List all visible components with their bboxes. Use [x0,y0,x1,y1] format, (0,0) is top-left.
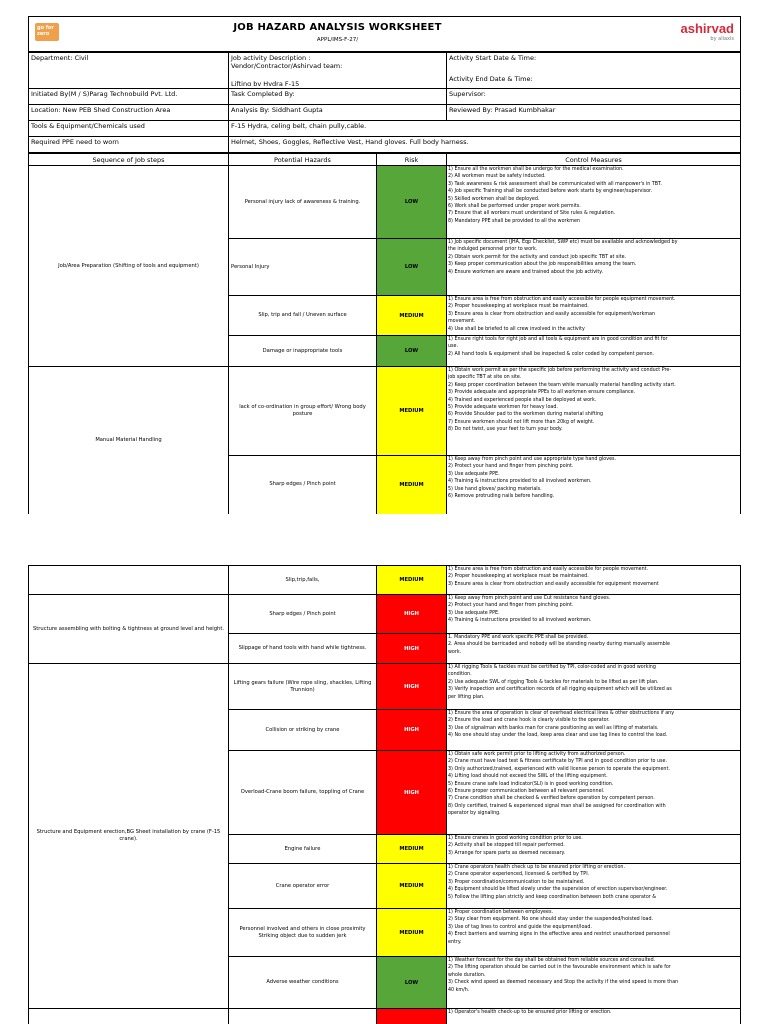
control-line: 3) Use adequate PPE. [448,471,500,477]
control-measures [447,456,741,514]
tools-label: Tools & Equipment/Chemicals used [29,121,229,137]
control-line: 2) Proper housekeeping at workplace must be maintained. [448,304,589,310]
control-line: 3) Provide adequate and appropriate PPEs to all workmen ensure compliance. [448,390,636,396]
control-line: 1) Ensure area is free from obstruction and easily accessible for people equipment movement. [448,297,676,302]
hazard: Lifting gears failure (Wire rope sling, shackles, Lifting Trunnion) [229,664,377,710]
risk-badge: MEDIUM [377,864,447,909]
worksheet-page-1 [28,16,740,514]
table-row [29,595,741,634]
control-line: 2) Ensure the load and crane hook is clearly visible to the operator. [448,718,610,724]
control-line: 4) Ensure workmen are aware and trained about the job activity. [448,269,603,275]
control-line: 5) Use hand gloves/ packing materials. [448,486,542,492]
risk-badge [377,1009,447,1024]
control-line: 5) Skilled workmen shall be deployed. [448,196,540,202]
control-line: 1) Ensure area is free from obstruction and easily accessible for people movement. [448,567,649,572]
activity-end: Activity End Date & Time: [449,75,533,83]
job-value: Lifting by Hydra F-15 [231,80,300,86]
hazard: Personal injury lack of awareness & training. [229,166,377,239]
risk-badge: HIGH [377,595,447,634]
control-line: 2) The lifting operation should be carried out in the favourable environment which is safe for [448,965,671,971]
control-line: 2) Crane must have load test & fitness certificate by TPI and in good condition prior to use. [448,759,668,765]
risk-badge: HIGH [377,634,447,664]
control-line: 3) Use of signalman with banks man for crane positioning as well as lifting of materials. [448,725,659,731]
control-line: 1) All rigging Tools & tackles must be certified by TPI, color-coded and in good working [448,665,656,670]
location: Location: New PEB Shed Construction Area [29,105,229,121]
task-completed-by: Task Completed By: [229,89,447,105]
title-cell [229,17,447,52]
control-line: condition. [448,672,472,678]
control-line: 8) Only certified, trained & experienced signal man shall be assigned for coordination with [448,803,666,809]
hazard: lack of co-ordination in group effort/ Wrong body posture [229,367,377,456]
control-line: 2) Protect your hand and finger from pinching point. [448,603,574,609]
col-sequence: Sequence of Job steps [29,154,229,166]
control-line: 2) Activity shall be stopped till repair performed. [448,843,565,849]
control-line: 2) Keep proper coordination between the team while manually material handling activity start. [448,382,676,388]
control-line: 2) Proper housekeeping at workplace must be maintained. [448,574,589,580]
control-measures [447,664,741,710]
table-row [29,166,741,239]
control-line: 4) Training & instructions provided to all involved workmen. [448,479,592,485]
control-line: 1) Keep away from pinch point and use Cut resistance hand gloves. [448,596,611,601]
control-line: 2. Area should be barricaded and nobody will be standing nearby during manually assemble [448,642,671,648]
hazard-table-2 [28,565,741,1024]
hazard: Overload-Crane boom failure, toppling of Crane [229,751,377,835]
control-line: whole duration. [448,972,486,978]
control-measures [447,166,741,239]
control-line: 5) Follow the lifting plan strictly and keep coordination between both crane operator & [448,894,657,900]
risk-badge: MEDIUM [377,367,447,456]
job-step-continued [29,566,229,595]
control-line: per lifting plan. [448,694,485,700]
control-measures [447,710,741,751]
control-line: the indulged personnel prior to work. [448,247,538,253]
control-measures [447,239,741,296]
page-title: JOB HAZARD ANALYSIS WORKSHEET [233,22,442,33]
control-line: 4) Erect barriers and warning signs in the effective area and restrict unauthorized personnel [448,932,670,938]
worksheet-page-2 [28,565,740,1024]
control-line: 7) Crane condition shall be checked & verified before operation by competent person. [448,796,655,802]
tools-value: F-15 Hydra, celing belt, chain pully,cable. [229,121,741,137]
job-step: Structure assembling with bolting & tightness at ground level and height. [29,595,229,664]
control-line: 6) Ensure proper communication between all relevant personnel. [448,789,605,795]
control-line: 4) No one should stay under the load, keep area clear and use tag lines to control the load. [448,733,668,739]
zero-badge: go for zero [35,23,59,41]
control-line: 2) Obtain work permit for the activity and conduct job specific TBT at site. [448,254,627,260]
risk-badge: MEDIUM [377,456,447,514]
activity-start: Activity Start Date & Time: [449,54,537,62]
hazard: Sharp edges / Pinch point [229,456,377,514]
control-line: 3) Keep proper communication about the job responsibilities among the team. [448,262,637,268]
table-row [29,566,741,595]
risk-badge: LOW [377,166,447,239]
control-line: 4) Training & instructions provided to all involved workmen. [448,618,592,624]
control-line: 2) Stay clear from equipment. No one should stay under the suspended/hoisted load. [448,917,654,923]
hazard: Collision or striking by crane [229,710,377,751]
control-measures [447,909,741,957]
control-line: 1) Ensure all the workmen shall be undergo for the medical examination. [448,167,624,172]
control-measures [447,634,741,664]
control-measures [447,566,741,595]
activity-dates-cell [447,53,741,89]
col-control: Control Measures [447,154,741,166]
control-line: 6) Remove protruding nails before handling. [448,494,555,500]
risk-badge: HIGH [377,710,447,751]
control-line: 1) Ensure right tools for right job and all tools & equipment are in good condition and fit for [448,337,668,342]
control-measures [447,595,741,634]
control-measures [447,367,741,456]
hazard: Sharp edges / Pinch point [229,595,377,634]
go-for-zero-logo [29,17,229,52]
table-row [29,1009,741,1024]
control-line: 1) Proper coordination between employees. [448,910,553,915]
control-line: 5) Provide adequate workmen for heavy load. [448,405,558,411]
risk-badge: MEDIUM [377,835,447,864]
control-line: 1. Mandatory PPE and work specific PPE shall be provided. [448,635,589,640]
hazard-table-1 [28,153,741,514]
control-line: 4) Trained and experienced people shall be deployed at work. [448,397,597,403]
control-measures [447,1009,741,1024]
risk-badge: HIGH [377,664,447,710]
department: Department: Civil [29,53,229,89]
job-step: Job/Area Preparation (Shifting of tools and equipment) [29,166,229,367]
table-row [29,664,741,710]
ppe-label: Required PPE need to worn [29,137,229,153]
control-line: 1) Keep away from pinch point and use appropriate type hand gloves. [448,457,617,462]
job-step: Structure and Equipment erection,BG Sheet installation by crane (F-15 crane). [29,664,229,1009]
control-line: 2) Crane operator experienced, licensed & certified by TPI. [448,872,590,878]
initiated-by: Initiated By(M / S)Parag Technobuild Pvt. Ltd. [29,89,229,105]
risk-badge: LOW [377,239,447,296]
control-line: entry. [448,939,462,945]
control-line: operator by signaling. [448,811,501,817]
control-line: 2) Protect your hand and finger from pinching point. [448,464,574,470]
control-measures [447,336,741,367]
jha-header-table [28,16,741,52]
job-activity-label: Job activity Description : [231,54,311,62]
control-line: 2) All workmen must be safety inducted. [448,174,546,180]
hazard: Personal Injury [229,239,377,296]
table-row [29,367,741,456]
doc-code: APPL/IMS-F-27/ [316,37,359,43]
hazard: Crane operator error [229,864,377,909]
reviewed-by: Reviewed By: Prasad Kumbhakar [447,105,741,121]
control-line: 4) Equipment should be lifted slowly under the supervision of erection supervisor/engineer. [448,887,668,893]
job-step-next [29,1009,229,1024]
hazard: Damage or inappropriate tools [229,336,377,367]
control-line: 2) All hand tools & equipment shall be inspected & color coded by competent person. [448,351,655,357]
control-line: 1) Crane operators health check up to be ensured prior lifting or erection. [448,865,625,870]
analysis-by: Analysis By: Siddhant Gupta [229,105,447,121]
control-line: 8) Mandatory PPE shall be provided to all the workmen [448,218,580,224]
control-measures [447,957,741,1009]
control-line: 4) Job specific Training shall be conducted before work starts by engineer/supervisor. [448,189,653,195]
control-line: 4) Lifting load should not exceed the SWL of the lifting equipment. [448,774,608,780]
control-line: 4) Use shall be briefed to all crew involved in the activity [448,326,585,332]
hazard: Engine failure [229,835,377,864]
ashirvad-logo [447,17,741,52]
risk-badge: MEDIUM [377,566,447,595]
control-line: 1) Operator's health check-up to be ensured prior lifting or erection. [448,1010,612,1015]
brand-sub: by aliaxis [710,36,734,42]
control-line: 3) Task awareness & risk assessment shall be communicated with all manpower's in TBT. [448,181,662,187]
control-line: 1) Ensure the area of operation is clear of overhead electrical lines & other obstructions if any [448,711,675,716]
ppe-value: Helmet, Shoes, Goggles, Reflective Vest, Hand gloves. Full body harness. [229,137,741,153]
control-line: 1) Ensure cranes in good working condition prior to use. [448,836,583,841]
control-line: 2) Use adequate SWL of rigging Tools & tackles for materials to be lifted as per lift plan. [448,679,659,685]
hazard: Slippage of hand tools with hand while tightness. [229,634,377,664]
control-line: 3) Only authorized,trained, experienced with valid license person to operate the equipment. [448,766,670,772]
control-line: 1) Weather forecast for the day shall be obtained from reliable sources and consulted. [448,958,656,963]
supervisor: Supervisor: [447,89,741,105]
control-line: 3) Check wind speed as deemed necessary and Stop the activity if the wind speed is more than [448,980,679,986]
control-measures [447,751,741,835]
risk-badge: LOW [377,957,447,1009]
vendor-label: Vendor/Contractor/Ashirvad team: [231,62,343,70]
control-measures [447,835,741,864]
risk-badge: MEDIUM [377,909,447,957]
risk-badge: MEDIUM [377,296,447,336]
job-step: Manual Material Handling [29,367,229,514]
hazard: Adverse weather conditions [229,957,377,1009]
control-line: 6) Work shall be performed under proper work permits. [448,204,581,210]
control-measures [447,296,741,336]
control-line: job specific TBT at site on site. [448,375,522,381]
control-measures [447,864,741,909]
col-risk: Risk [377,154,447,166]
control-line: 6) Provide Shoulder pad to the workmen during material shifting [448,412,604,418]
risk-badge: HIGH [377,751,447,835]
job-info-table [28,52,741,153]
job-description-cell [229,53,447,89]
control-line: 3) Use adequate PPE. [448,610,500,616]
risk-badge: LOW [377,336,447,367]
control-line: 5) Ensure crane safe load indicator(SLI) is in good working condition. [448,781,614,787]
hazard: Slip, trip and fall / Uneven surface [229,296,377,336]
control-line: 7) Ensure workmen should not lift more than 20kg of weight. [448,419,595,425]
hazard [229,1009,377,1024]
control-line: 1) Obtain work permit as per the specific job before performing the activity and conduct Pre- [448,368,672,373]
brand-name: ashirvad [680,21,734,36]
control-line: use. [448,344,459,350]
col-hazards: Potential Hazards [229,154,377,166]
control-line: work. [448,649,462,655]
control-line: 3) Ensure area is clear from obstruction and easily accessible for equipment/workman [448,311,656,317]
control-line: 1) Job specific document (JHA, Eqp Checklist, SWP etc) must be available and acknowledged by [448,240,678,245]
control-line: 7) Ensure that all workers must understand of Site rules & regulation. [448,211,616,217]
control-line: 40 km/h. [448,987,470,993]
control-line: movement. [448,319,476,325]
hazard: Slip,trip,falls, [229,566,377,595]
hazard: Personnel involved and others in close proximity Striking object due to sudden jerk [229,909,377,957]
control-line: 3) Use of tag lines to control and guide the equipment/load. [448,924,592,930]
control-line: 3) Arrange for spare parts as deemed necessary. [448,850,566,856]
control-line: 1) Obtain safe work permit prior to lifting activity from authorized person. [448,752,626,757]
control-line: 8) Do not twist, use your feet to turn your body. [448,427,563,433]
control-line: 3) Ensure area is clear from obstruction and easily accessible for equipment movement [448,581,659,587]
control-line: 3) Proper coordination/communication to be maintained. [448,879,585,885]
control-line: 3) Verify inspection and certification records of all rigging equipment which will be utilized as [448,687,672,693]
